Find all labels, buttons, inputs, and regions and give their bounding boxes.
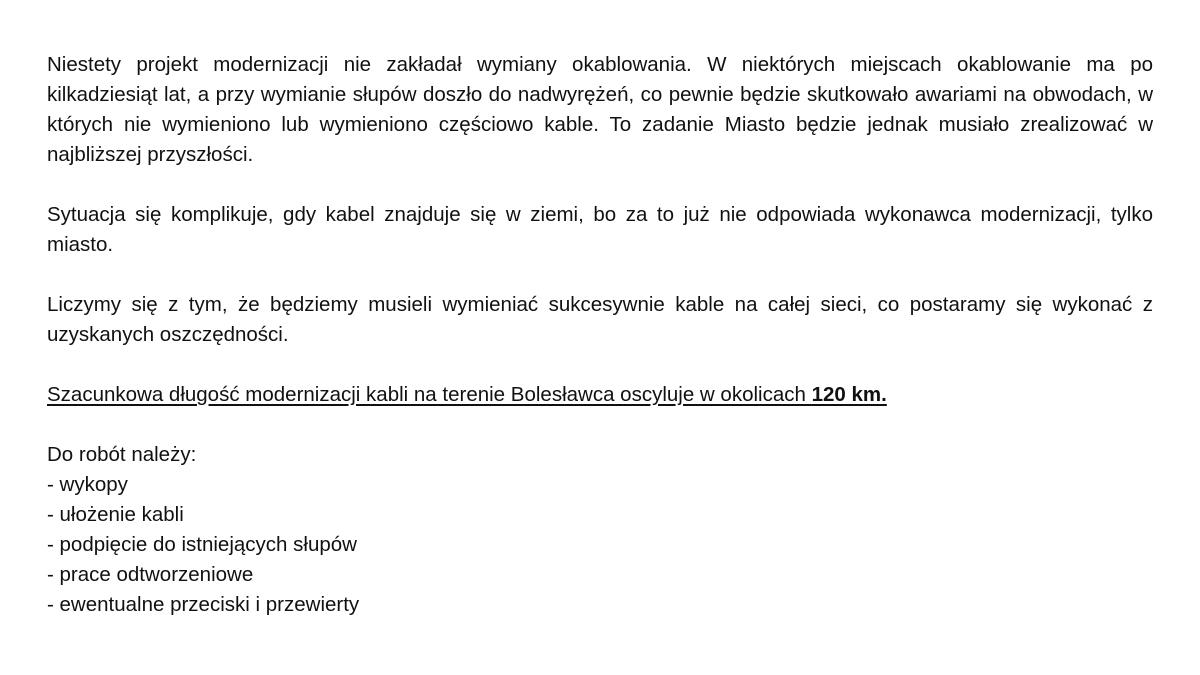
list-item: - prace odtworzeniowe: [47, 563, 254, 586]
paragraph-cabling: Niestety projekt modernizacji nie zakładał wymiany okablowania. W niektórych miejscach okablowanie ma po kilkadziesiąt lat, a przy wymianie słupów doszło do nadwyrężeń, co pewnie będzie skutkowało awariami na obwodach, w których nie wymieniono lub wymieniono częściowo kable. To zadanie Miasto będzie jednak musiało zrealizować w najbliższej przyszłości.: [47, 53, 1153, 166]
estimate-line: [47, 380, 1153, 410]
estimate-text: Szacunkowa długość modernizacji kabli na terenie Bolesławca oscyluje w okolicach: [47, 383, 812, 406]
slide-content: [47, 50, 1153, 620]
list-item: - ułożenie kabli: [47, 503, 184, 526]
list-item: - wykopy: [47, 473, 128, 496]
list-item: - podpięcie do istniejących słupów: [47, 533, 357, 556]
list-item: - ewentualne przeciski i przewierty: [47, 593, 360, 616]
paragraph-underground-cable: Sytuacja się komplikuje, gdy kabel znajduje się w ziemi, bo za to już nie odpowiada wykonawca modernizacji, tylko miasto.: [47, 203, 1153, 256]
tasks-list: [47, 470, 1153, 620]
estimate-value: 120 km.: [811, 383, 887, 406]
tasks-title: Do robót należy:: [47, 443, 197, 466]
paragraph-savings: Liczymy się z tym, że będziemy musieli wymieniać sukcesywnie kable na całej sieci, co postaramy się wykonać z uzyskanych oszczędności.: [47, 293, 1153, 346]
